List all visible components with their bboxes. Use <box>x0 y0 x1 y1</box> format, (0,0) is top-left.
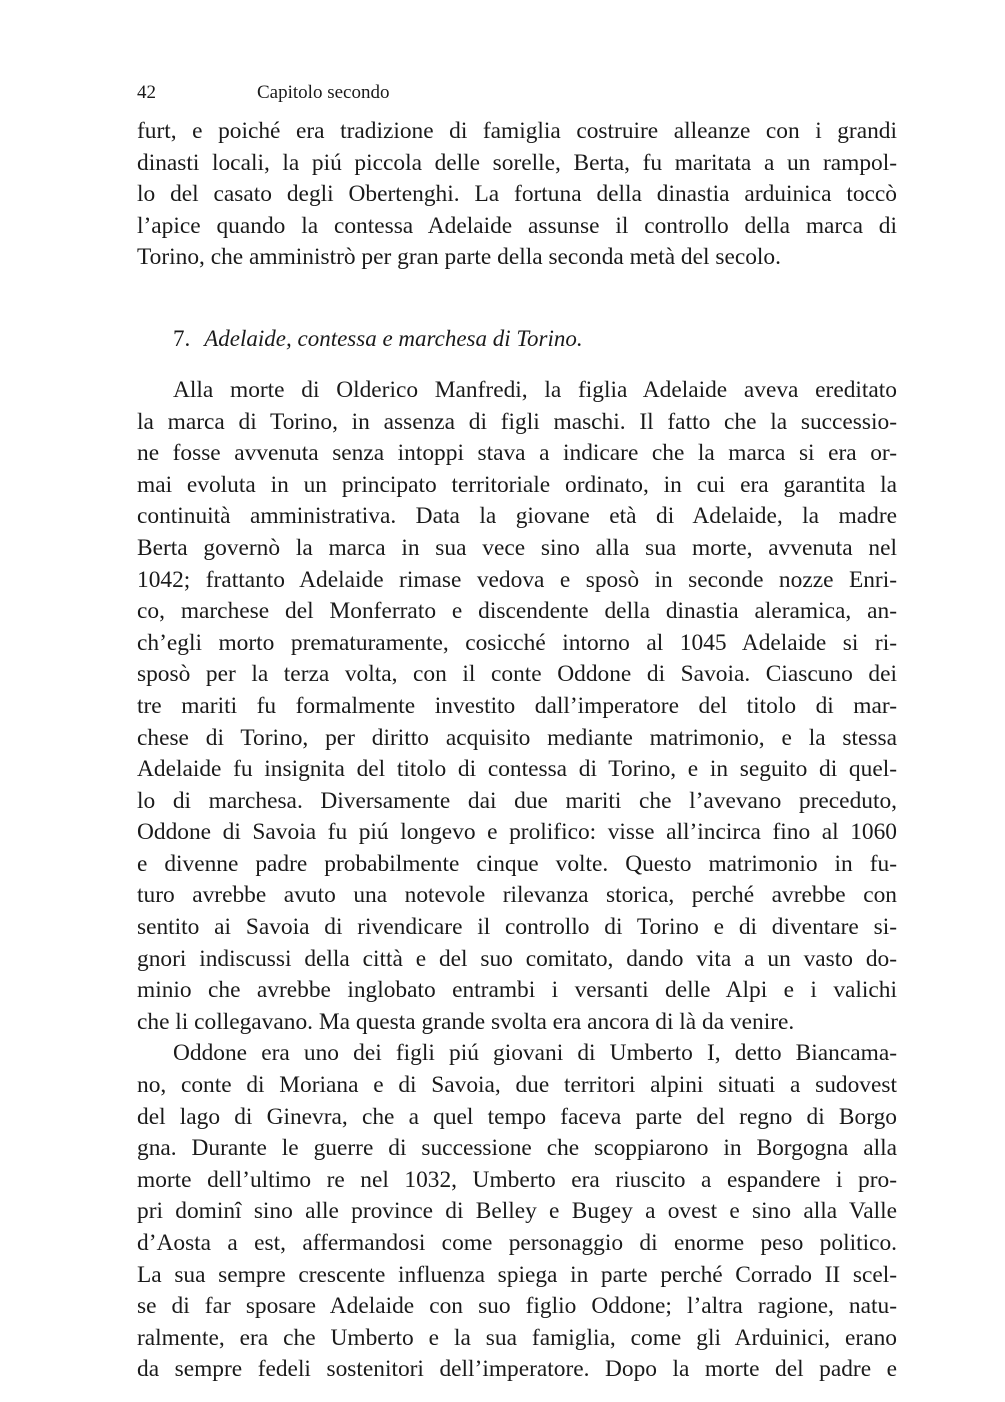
text-line: e divenne padre probabilmente cinque volte. Questo matrimonio in fu- <box>137 850 897 877</box>
text-line: lo di marchesa. Diversamente dai due mariti che l’avevano preceduto, <box>137 787 897 814</box>
book-page <box>137 78 897 1386</box>
text-line: mai evoluta in un principato territoriale ordinato, in cui era garantita la <box>137 471 897 498</box>
text-line: pri dominî sino alle province di Belley e Bugey a ovest e sino alla Valle <box>137 1198 897 1225</box>
text-line: ne fosse avvenuta senza intoppi stava a indicare che la marca si era or- <box>137 440 897 467</box>
text-line: turo avrebbe avuto una notevole rilevanza storica, perché avrebbe con <box>137 882 897 909</box>
paragraph-continued <box>137 116 897 274</box>
text-line: chese di Torino, per diritto acquisito mediante matrimonio, e la stessa <box>137 724 897 751</box>
text-line: del lago di Ginevra, che a quel tempo faceva parte del regno di Borgo <box>137 1103 897 1130</box>
text-line: Oddone era uno dei figli piú giovani di Umberto I, detto Biancama- <box>173 1040 897 1067</box>
text-line: continuità amministrativa. Data la giovane età di Adelaide, la madre <box>137 503 897 530</box>
text-line: ralmente, era che Umberto e la sua famiglia, come gli Arduinici, erano <box>137 1324 897 1351</box>
text-line: tre mariti fu formalmente investito dall’imperatore del titolo di mar- <box>137 692 897 719</box>
chapter-title: Capitolo secondo <box>257 82 390 103</box>
text-line: morte dell’ultimo re nel 1032, Umberto era riuscito a espandere i pro- <box>137 1166 897 1193</box>
running-head <box>137 78 897 108</box>
text-line: se di far sposare Adelaide con suo figlio Oddone; l’altra ragione, natu- <box>137 1293 897 1320</box>
section-number: 7. <box>173 325 191 351</box>
text-line: minio che avrebbe inglobato entrambi i versanti delle Alpi e i valichi <box>137 977 897 1004</box>
section-heading <box>137 323 897 355</box>
text-line: La sua sempre crescente influenza spiega in parte perché Corrado II scel- <box>137 1261 897 1288</box>
text-line: Berta governò la marca in sua vece sino alla sua morte, avvenuta nel <box>137 534 897 561</box>
text-line: gnori indiscussi della città e del suo comitato, dando vita a un vasto do- <box>137 945 897 972</box>
text-line: Adelaide fu insignita del titolo di contessa di Torino, e in seguito di quel- <box>137 756 897 783</box>
text-line: Oddone di Savoia fu piú longevo e prolifico: visse all’incirca fino al 1060 <box>137 819 897 846</box>
text-line: co, marchese del Monferrato e discendente della dinastia aleramica, an- <box>137 598 897 625</box>
text-line: da sempre fedeli sostenitori dell’imperatore. Dopo la morte del padre e <box>137 1356 897 1383</box>
page-number: 42 <box>137 82 156 103</box>
text-line: furt, e poiché era tradizione di famiglia costruire alleanze con i grandi <box>137 118 897 144</box>
text-line: d’Aosta a est, affermandosi come personaggio di enorme peso politico. <box>137 1230 897 1256</box>
paragraph <box>137 375 897 1038</box>
text-line: dinasti locali, la piú piccola delle sorelle, Berta, fu maritata a un rampol- <box>137 149 897 176</box>
text-line: 1042; frattanto Adelaide rimase vedova e sposò in seconde nozze Enri- <box>137 566 897 593</box>
text-line: Torino, che amministrò per gran parte della seconda metà del secolo. <box>137 244 781 271</box>
text-line: gna. Durante le guerre di successione che scoppiarono in Borgogna alla <box>137 1135 897 1162</box>
text-line: ch’egli morto prematuramente, cosicché intorno al 1045 Adelaide si ri- <box>137 629 897 656</box>
text-line: Alla morte di Olderico Manfredi, la figlia Adelaide aveva ereditato <box>173 376 897 403</box>
text-line: l’apice quando la contessa Adelaide assunse il controllo della marca di <box>137 212 897 239</box>
section-title: Adelaide, contessa e marchesa di Torino. <box>204 325 583 351</box>
paragraph <box>137 1038 897 1386</box>
text-line: sposò per la terza volta, con il conte Oddone di Savoia. Ciascuno dei <box>137 661 897 688</box>
text-line: no, conte di Moriana e di Savoia, due territori alpini situati a sudovest <box>137 1072 897 1099</box>
text-line: che li collegavano. Ma questa grande svolta era ancora di là da venire. <box>137 1008 795 1035</box>
text-line: lo del casato degli Obertenghi. La fortuna della dinastia arduinica toccò <box>137 181 897 208</box>
text-line: la marca di Torino, in assenza di figli maschi. Il fatto che la successio- <box>137 408 897 435</box>
text-line: sentito ai Savoia di rivendicare il controllo di Torino e di diventare si- <box>137 914 897 941</box>
